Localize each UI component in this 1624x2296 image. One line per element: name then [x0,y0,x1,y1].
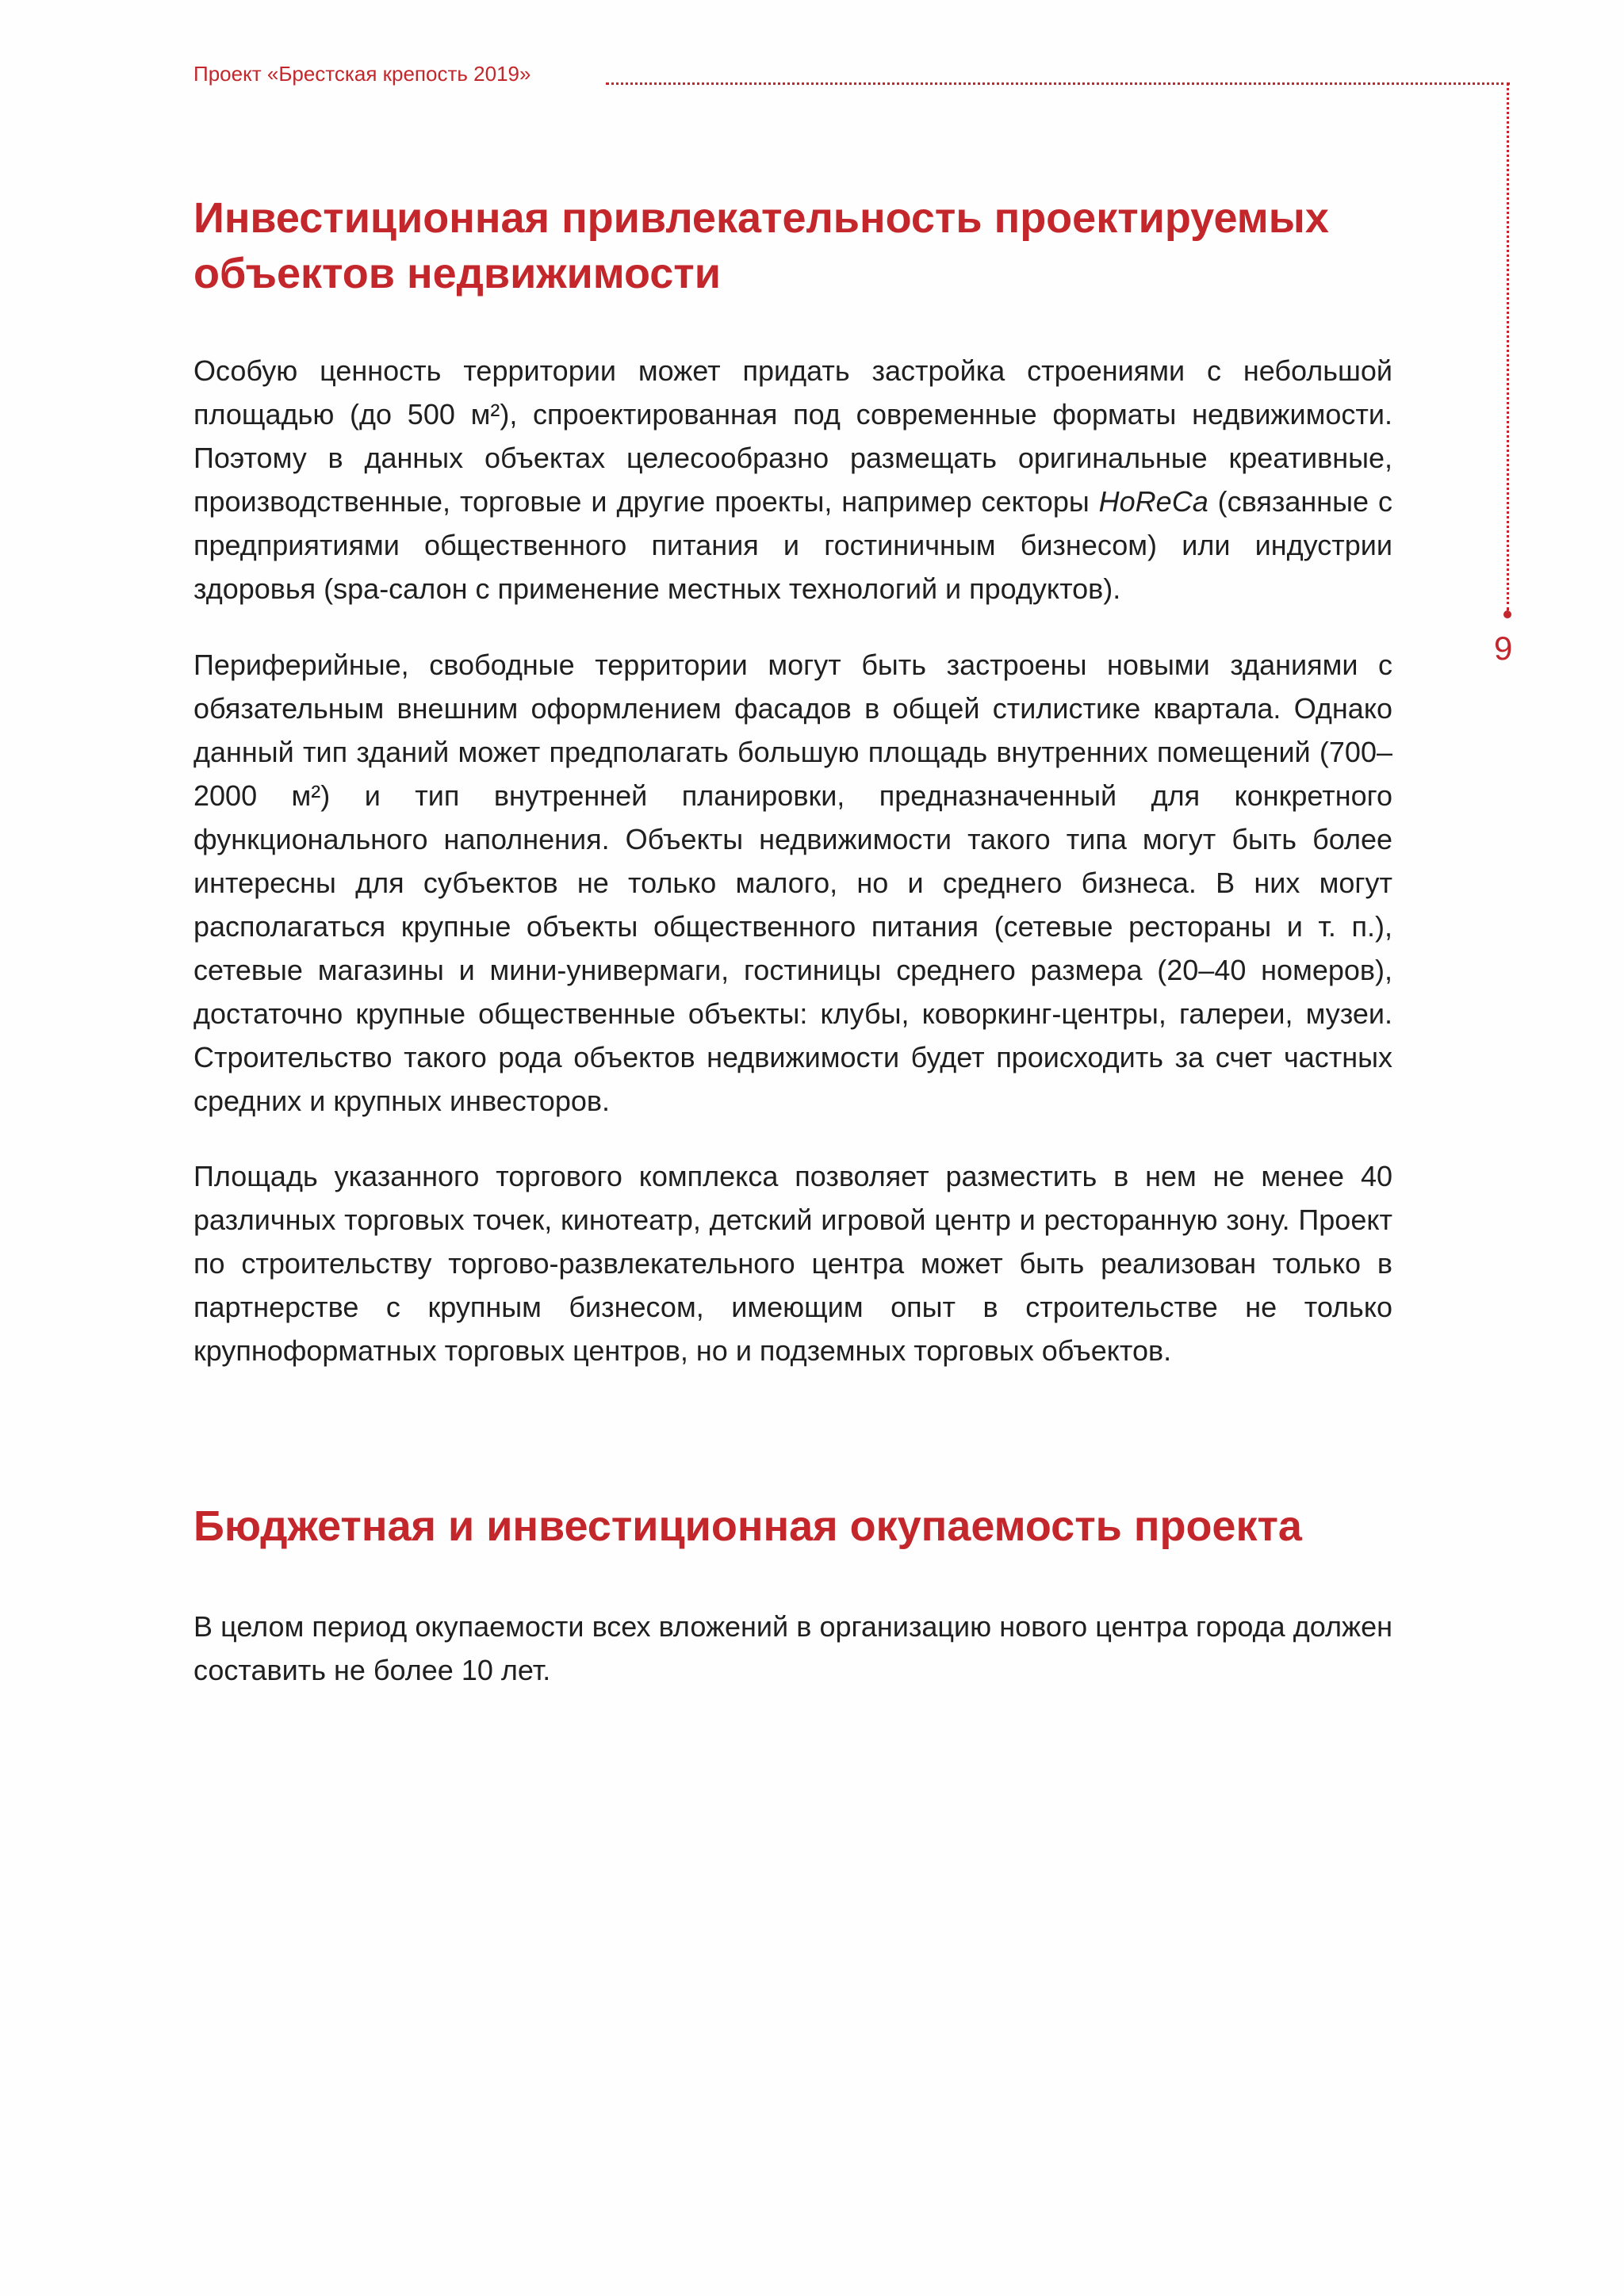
paragraph-shopping-complex: Площадь указанного торгового комплекса позволяет разместить в нем не менее 40 различных торговых точек, кинотеатр, детский игровой центр и ресторанную зону. Проект по строительству торгово-развлекательного центра может быть реализован только в партнерстве с крупным бизнесом, имеющим опыт в строительстве не только крупноформатных торговых центров, но и подземных торговых объектов. [193,1160,1392,1367]
paragraph-peripheral-territories: Периферийные, свободные территории могут быть застроены новыми зданиями с обязательным внешним оформлением фасадов в общей стилистике квартала. Однако данный тип зданий может предполагать большую площадь внутренних помещений (700–2000 м²) и тип внутренней планировки, предназначенный для конкретного функционального наполнения. Объекты недвижимости такого типа могут быть более интересны для субъектов не только малого, но и среднего бизнеса. В них могут располагаться крупные объекты общественного питания (сетевые рестораны и т. п.), сетевые магазины и мини-универмаги, гостиницы среднего размера (20–40 номеров), достаточно крупные общественные объекты: клубы, коворкинг-центры, галереи, музеи. Строительство такого рода объектов недвижимости будет происходить за счет частных средних и крупных инвесторов. [193,649,1392,1117]
horeca-term: HoReCa [1098,485,1208,518]
page-marker-dot [1503,610,1511,618]
page-number: 9 [1494,629,1513,667]
header-project-title: Проект «Брестская крепость 2019» [193,62,531,86]
paragraph-text: (связанные с предприятиями общественного питания и гостиничным бизнесом) или индустрии здоровья (spa-салон с применение местных технологий и продуктов). [193,485,1392,605]
side-dotted-rule [1507,82,1509,610]
paragraph-small-buildings [193,349,1392,610]
paragraph-text: Особую ценность территории может придать застройка строениями с небольшой площадью (до 500 м²), спроектированная под современные форматы недвижимости. Поэтому в данных объектах целесообразно размещать оригинальные креативные, производственные, торговые и другие проекты, например секторы [193,354,1392,518]
section-heading-payback: Бюджетная и инвестиционная окупаемость проекта [193,1502,1302,1550]
section-heading-investment-attractiveness: Инвестиционная привлекательность проектируемых объектов недвижимости [193,194,1329,297]
paragraph-payback-period: В целом период окупаемости всех вложений в организацию нового центра города должен составить не более 10 лет. [193,1610,1392,1686]
header-dotted-rule [606,82,1510,85]
